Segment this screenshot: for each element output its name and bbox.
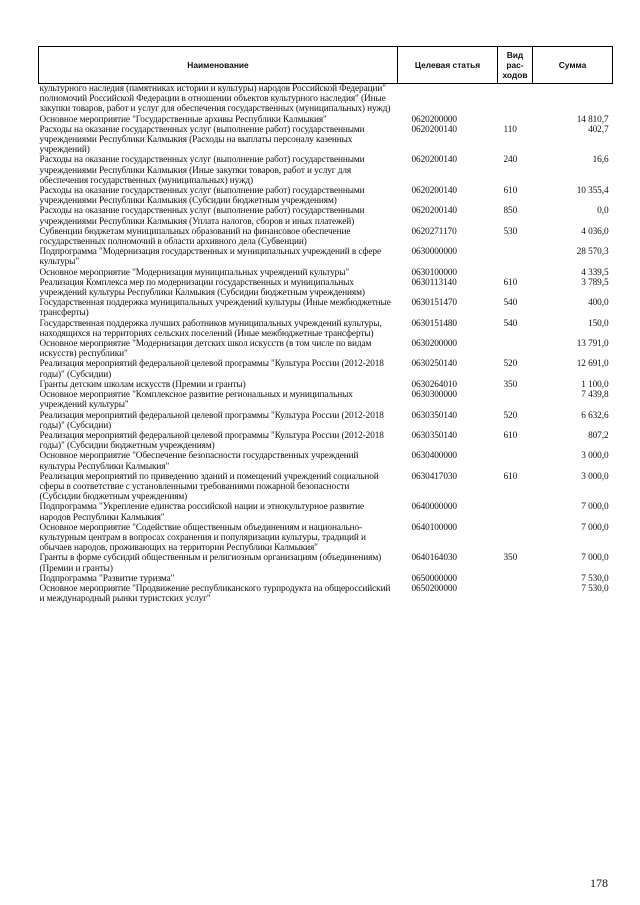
table-row	[39, 574, 613, 584]
document-page	[38, 46, 612, 604]
row-sum: 7 000,0	[581, 502, 609, 513]
row-name: Подпрограмма "Укрепление единства российской нации и этнокультурное развитие народов Республики Калмыкия"	[39, 502, 365, 523]
row-vid	[498, 523, 533, 554]
row-code: 0630000000	[411, 247, 457, 258]
row-sum: 3 789,5	[581, 277, 609, 288]
row-sum: 7 439,8	[581, 390, 609, 401]
row-code: 0620200140	[411, 186, 457, 197]
table-row	[39, 278, 613, 298]
table-row	[39, 359, 613, 379]
row-code: 0620200140	[411, 124, 457, 135]
row-sum: 7 000,0	[581, 553, 609, 564]
row-name: Расходы на оказание государственных услуг (выполнение работ) государственными учреждениями Республики Калмыкия (Уплата налогов, сборов и иных платежей)	[39, 206, 365, 227]
row-sum	[533, 84, 613, 115]
table-row	[39, 390, 613, 410]
row-code: 0630100000	[411, 267, 457, 278]
table-row	[39, 523, 613, 554]
row-vid	[498, 339, 533, 359]
row-sum: 12 691,0	[576, 359, 609, 370]
row-code: 0630250140	[411, 359, 457, 370]
row-vid	[498, 574, 533, 584]
header-vid: Вид рас-ходов	[498, 47, 533, 84]
row-name: Расходы на оказание государственных услуг (выполнение работ) государственными учреждениями Республики Калмыкия (Иные закупки товаров, работ и услуг для обеспечения государственных (муниципальных) нужд)	[39, 155, 365, 186]
row-sum: 150,0	[588, 318, 609, 329]
row-code: 0630300000	[411, 390, 457, 401]
table-row	[39, 268, 613, 278]
row-code: 0630417030	[411, 471, 457, 482]
row-name: Гранты детским школам искусств (Премии и гранты)	[39, 379, 246, 390]
table-row	[39, 298, 613, 318]
row-sum: 3 000,0	[581, 471, 609, 482]
table-row	[39, 553, 613, 573]
row-sum: 7 000,0	[581, 522, 609, 533]
row-sum: 4 339,5	[581, 267, 609, 278]
row-vid	[498, 502, 533, 522]
row-name: Основное мероприятие "Продвижение республиканского турпродукта на общероссийский и международный рынки туристских услуг"	[39, 583, 391, 605]
row-code: 0630151480	[411, 318, 457, 329]
table-row	[39, 502, 613, 522]
table-row	[39, 319, 613, 339]
row-vid	[498, 84, 533, 115]
row-code: 0650200000	[411, 583, 457, 594]
row-sum: 1 100,0	[581, 379, 609, 390]
row-code: 0640164030	[411, 553, 457, 564]
row-name: Реализация мероприятий федеральной целевой программы "Культура России (2012-2018 годы)" (Субсидии бюджетным учреждениям)	[39, 430, 384, 452]
row-name: культурного наследия (памятниках истории и культуры) народов Российской Федерации" полномочий Российской Федерации в отношении объектов культурного наследия" (Иные закупки товаров, работ и услуг для обеспечения государственных (муниципальных) нужд)	[39, 84, 391, 115]
row-name: Субвенции бюджетам муниципальных образований на финансовое обеспечение государственных полномочий в области архивного дела (Субвенции)	[39, 226, 351, 248]
row-name: Реализация Комплекса мер по модернизации государственных и муниципальных учреждений культуры Республики Калмыкия (Субсидии бюджетным учреждениям)	[39, 277, 365, 299]
table-row	[39, 411, 613, 431]
row-name: Подпрограмма "Модернизация государственных и муниципальных учреждений в сфере культуры"	[39, 247, 382, 268]
row-code: 0650000000	[411, 573, 457, 584]
row-code: 0630350140	[411, 410, 457, 421]
row-vid: 520	[503, 410, 518, 421]
row-code: 0630113140	[411, 277, 457, 288]
row-sum: 7 530,0	[581, 583, 609, 594]
row-sum: 14 810,7	[576, 114, 609, 125]
row-vid	[498, 268, 533, 278]
table-row	[39, 84, 613, 115]
row-code: 0620200140	[411, 155, 457, 166]
row-vid: 240	[503, 155, 518, 166]
row-sum: 16,6	[592, 155, 609, 166]
row-sum: 28 570,3	[576, 247, 609, 258]
row-name: Реализация мероприятий федеральной целевой программы "Культура России (2012-2018 годы)" (Субсидии)	[39, 410, 384, 431]
table-row	[39, 206, 613, 226]
table-row	[39, 339, 613, 359]
row-sum: 3 000,0	[581, 451, 609, 462]
row-vid: 350	[503, 553, 518, 564]
row-name: Реализация мероприятий федеральной целевой программы "Культура России (2012-2018 годы)" (Субсидии)	[39, 359, 384, 380]
row-sum: 0,0	[597, 206, 609, 217]
header-name: Наименование	[39, 47, 398, 84]
row-sum: 402,7	[588, 124, 609, 135]
row-vid: 610	[503, 430, 518, 441]
table-header-row	[39, 47, 613, 84]
row-code: 0630264010	[411, 379, 457, 390]
row-code: 0630350140	[411, 430, 457, 441]
row-name: Основное мероприятие "Государственные архивы Республики Калмыкия"	[39, 114, 327, 125]
row-name: Государственная поддержка муниципальных учреждений культуры (Иные межбюджетные трансферты)	[39, 298, 391, 319]
row-code: 0620200000	[411, 114, 457, 125]
row-name: Основное мероприятие "Комплексное развитие региональных и муниципальных учреждений культуры"	[39, 390, 353, 411]
row-code: 0630200000	[411, 339, 457, 350]
table-row	[39, 227, 613, 247]
row-vid: 610	[503, 471, 518, 482]
row-vid	[498, 390, 533, 410]
row-vid: 610	[503, 186, 518, 197]
row-vid: 110	[503, 124, 517, 135]
row-name: Подпрограмма "Развитие туризма"	[39, 573, 175, 584]
row-sum: 400,0	[588, 298, 609, 309]
row-name: Реализация мероприятий по приведению зданий и помещений учреждений социальной сферы в соответствие с установленными требованиями пожарной безопасности (Субсидии бюджетным учреждениям)	[39, 471, 379, 503]
row-name: Расходы на оказание государственных услуг (выполнение работ) государственными учреждениями Республики Калмыкия (Субсидии бюджетным учреждениям)	[39, 186, 365, 207]
row-sum: 7 530,0	[581, 573, 609, 584]
row-vid	[498, 584, 533, 604]
row-code	[398, 84, 498, 115]
table-row	[39, 472, 613, 503]
table-row	[39, 125, 613, 156]
row-name: Основное мероприятие "Содействие общественным объединениям и национально-культурным центрам в вопросах сохранения и популяризации культуры, традиций и обычаев народов, проживающих на территории Республики Калмыкия"	[39, 522, 366, 554]
row-code: 0620200140	[411, 206, 457, 217]
row-name: Основное мероприятие "Модернизация детских школ искусств (в том числе по видам искусств) республики"	[39, 339, 372, 360]
table-row	[39, 380, 613, 390]
table-row	[39, 451, 613, 471]
row-code: 0630400000	[411, 451, 457, 462]
row-vid	[498, 247, 533, 267]
row-vid	[498, 451, 533, 471]
row-sum: 4 036,0	[581, 226, 609, 237]
row-code: 0620271170	[411, 226, 457, 237]
page-number: 178	[590, 876, 608, 890]
budget-table	[38, 46, 613, 604]
row-sum: 10 355,4	[576, 186, 609, 197]
row-code: 0640100000	[411, 522, 457, 533]
row-vid: 610	[503, 277, 518, 288]
row-sum: 6 632,6	[581, 410, 609, 421]
row-name: Гранты в форме субсидий общественным и религиозным организациям (объединениям) (Премии и гранты)	[39, 553, 382, 574]
row-name: Основное мероприятие "Модернизация муниципальных учреждений культуры"	[39, 267, 350, 278]
row-code: 0630151470	[411, 298, 457, 309]
row-sum: 13 791,0	[576, 339, 609, 350]
table-row	[39, 155, 613, 186]
row-vid: 350	[503, 379, 518, 390]
row-sum: 807,2	[588, 430, 609, 441]
row-vid: 850	[503, 206, 518, 217]
row-vid	[498, 115, 533, 125]
header-code: Целевая статья	[398, 47, 498, 84]
table-row	[39, 247, 613, 267]
table-row	[39, 584, 613, 604]
row-name: Основное мероприятие "Обеспечение безопасности государственных учреждений культуры Республики Калмыкия"	[39, 451, 359, 472]
row-code: 0640000000	[411, 502, 457, 513]
row-vid: 520	[503, 359, 518, 370]
table-row	[39, 186, 613, 206]
table-row	[39, 115, 613, 125]
header-sum: Сумма	[533, 47, 613, 84]
row-vid: 540	[503, 298, 518, 309]
row-name: Государственная поддержка лучших работников муниципальных учреждений культуры, находящихся на территориях сельских поселений (Иные межбюджетные трансферты)	[39, 318, 382, 339]
row-name: Расходы на оказание государственных услуг (выполнение работ) государственными учреждениями Республики Калмыкия (Расходы на выплаты персоналу казенных учреждений)	[39, 124, 365, 156]
row-vid: 540	[503, 318, 518, 329]
row-vid: 530	[503, 226, 518, 237]
table-row	[39, 431, 613, 451]
